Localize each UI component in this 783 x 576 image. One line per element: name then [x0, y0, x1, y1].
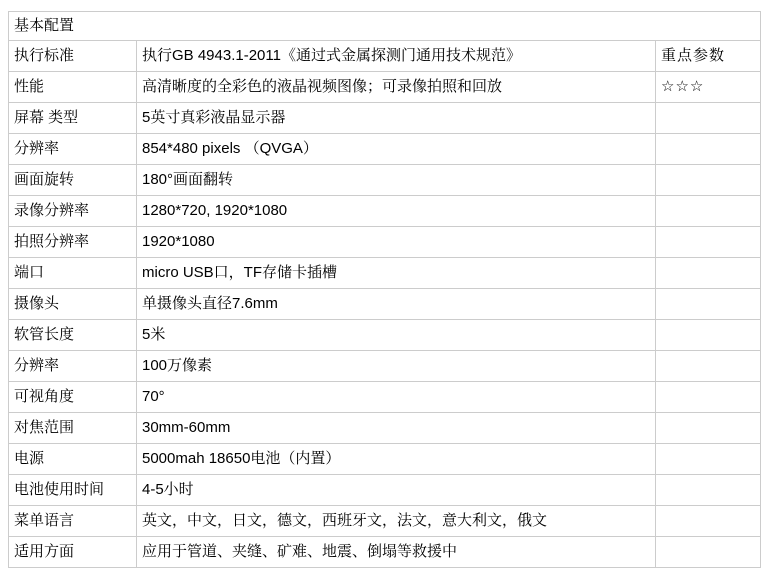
spec-note-cell — [656, 351, 761, 382]
spec-label-cell: 适用方面 — [9, 537, 137, 568]
spec-note-cell — [656, 506, 761, 537]
spec-label-cell: 对焦范围 — [9, 413, 137, 444]
spec-label-cell: 可视角度 — [9, 382, 137, 413]
spec-note-cell — [656, 382, 761, 413]
spec-label-cell: 电池使用时间 — [9, 475, 137, 506]
spec-value-cell: 854*480 pixels （QVGA） — [137, 134, 656, 165]
spec-value-cell: 执行GB 4943.1-2011《通过式金属探测门通用技术规范》 — [137, 41, 656, 72]
spec-value-cell: micro USB口，TF存储卡插槽 — [137, 258, 656, 289]
spec-value-cell: 1280*720, 1920*1080 — [137, 196, 656, 227]
spec-value-cell: 30mm-60mm — [137, 413, 656, 444]
spec-row — [9, 320, 761, 351]
spec-note-cell — [656, 103, 761, 134]
spec-value-cell: 180°画面翻转 — [137, 165, 656, 196]
spec-label-cell: 摄像头 — [9, 289, 137, 320]
spec-label-cell: 屏幕 类型 — [9, 103, 137, 134]
spec-value-cell: 1920*1080 — [137, 227, 656, 258]
spec-note-cell — [656, 537, 761, 568]
spec-note-cell: 重点参数 — [656, 41, 761, 72]
spec-note-cell — [656, 320, 761, 351]
spec-label-cell: 画面旋转 — [9, 165, 137, 196]
spec-row — [9, 475, 761, 506]
spec-label-cell: 电源 — [9, 444, 137, 475]
spec-row — [9, 444, 761, 475]
spec-row — [9, 41, 761, 72]
spec-label-cell: 录像分辨率 — [9, 196, 137, 227]
spec-row — [9, 258, 761, 289]
spec-value-cell: 5米 — [137, 320, 656, 351]
spec-row — [9, 165, 761, 196]
spec-note-cell — [656, 444, 761, 475]
spec-value-cell: 5英寸真彩液晶显示器 — [137, 103, 656, 134]
spec-note-cell — [656, 258, 761, 289]
spec-note-cell — [656, 289, 761, 320]
table-header-row — [9, 12, 761, 41]
spec-row — [9, 72, 761, 103]
spec-value-cell: 英文，中文，日文，德文，西班牙文，法文，意大利文，俄文 — [137, 506, 656, 537]
spec-label-cell: 软管长度 — [9, 320, 137, 351]
spec-note-cell — [656, 196, 761, 227]
spec-label-cell: 端口 — [9, 258, 137, 289]
spec-value-cell: 4-5小时 — [137, 475, 656, 506]
spec-label-cell: 拍照分辨率 — [9, 227, 137, 258]
spec-value-cell: 70° — [137, 382, 656, 413]
spec-label-cell: 分辨率 — [9, 351, 137, 382]
table-title: 基本配置 — [9, 12, 761, 41]
spec-label-cell: 分辨率 — [9, 134, 137, 165]
spec-label-cell: 性能 — [9, 72, 137, 103]
spec-row — [9, 537, 761, 568]
spec-note-cell: ☆☆☆ — [656, 72, 761, 103]
spec-value-cell: 高清晰度的全彩色的液晶视频图像；可录像拍照和回放 — [137, 72, 656, 103]
spec-note-cell — [656, 134, 761, 165]
spec-row — [9, 227, 761, 258]
spec-row — [9, 351, 761, 382]
spec-table-body — [9, 12, 761, 568]
spec-row — [9, 382, 761, 413]
spec-row — [9, 196, 761, 227]
spec-row — [9, 134, 761, 165]
spec-value-cell: 100万像素 — [137, 351, 656, 382]
spec-value-cell: 单摄像头直径7.6mm — [137, 289, 656, 320]
spec-note-cell — [656, 165, 761, 196]
spec-row — [9, 506, 761, 537]
spec-note-cell — [656, 227, 761, 258]
spec-row — [9, 103, 761, 134]
spec-note-cell — [656, 413, 761, 444]
spec-row — [9, 289, 761, 320]
spec-label-cell: 执行标准 — [9, 41, 137, 72]
spec-value-cell: 5000mah 18650电池（内置） — [137, 444, 656, 475]
spec-table — [8, 11, 761, 568]
spec-value-cell: 应用于管道、夹缝、矿难、地震、倒塌等救援中 — [137, 537, 656, 568]
spec-note-cell — [656, 475, 761, 506]
spec-label-cell: 菜单语言 — [9, 506, 137, 537]
spec-row — [9, 413, 761, 444]
